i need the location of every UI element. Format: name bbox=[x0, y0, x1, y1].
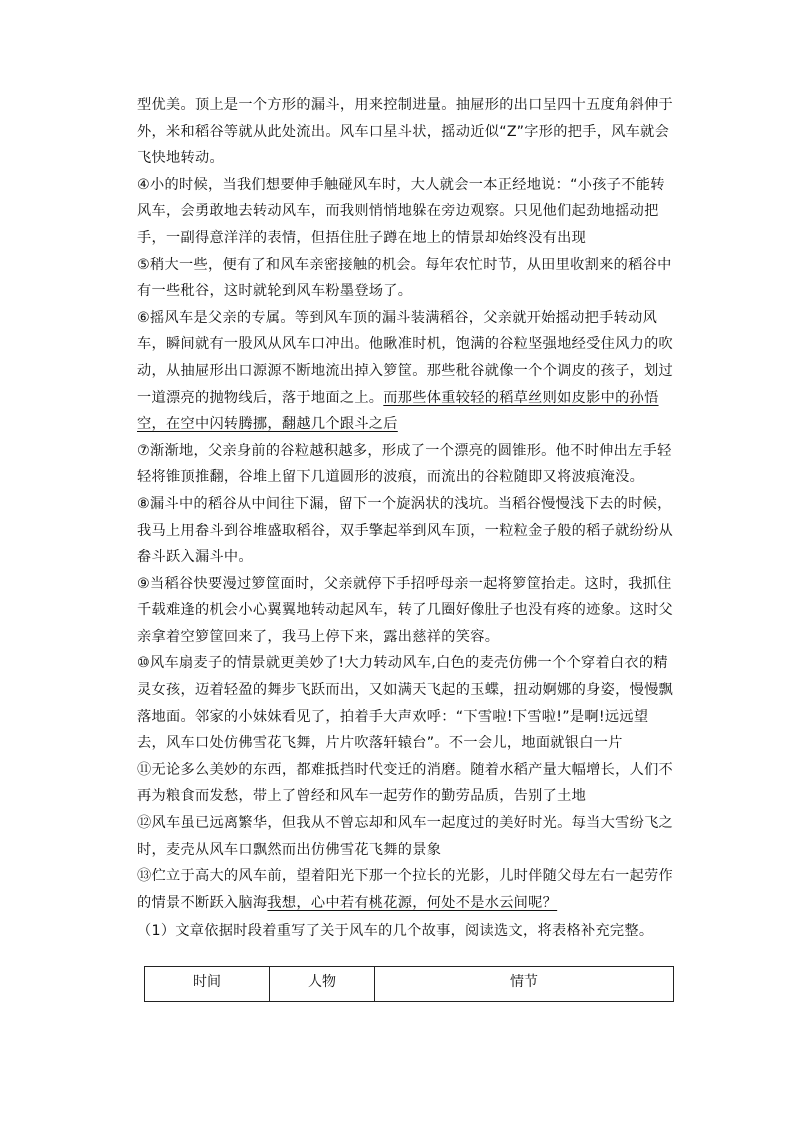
question-1: （1）文章依据时段着重写了关于风车的几个故事，阅读选文，将表格补充完整。 bbox=[137, 923, 654, 940]
paragraph-12 bbox=[137, 810, 677, 863]
paragraph-text: 型优美。顶上是一个方形的漏斗，用来控制进量。抽屉形的出口呈四十五度角斜伸于外，米和稻谷等就从此处流出。风车口星斗状，摇动近似“Z”字形的把手，风车就会飞快地转动。 bbox=[137, 97, 674, 167]
table-header-row bbox=[145, 967, 674, 1002]
paragraph-text: ⑬伫立于高大的风车前，望着阳光下那一个拉长的光影，儿时伴随父母左右一起劳作的情景不断跃入脑海 bbox=[137, 868, 674, 911]
paragraph-text: ⑤稍大一些，便有了和风车亲密接触的机会。每年农忙时节，从田里收割来的稻谷中有一些秕谷，这时就轮到风车粉墨登场了。 bbox=[137, 256, 672, 300]
paragraph-text: ⑫风车虽已远离繁华，但我从不曾忘却和风车一起度过的美好时光。每当大雪纷飞之时，麦壳从风车口飘然而出仿佛雪花飞舞的景象 bbox=[137, 815, 674, 858]
paragraph-8 bbox=[137, 491, 677, 571]
underlined-sentence: 我想，心中若有桃花源，何处不是水云间呢？ bbox=[267, 894, 558, 911]
article-body bbox=[137, 92, 677, 945]
paragraph-10 bbox=[137, 650, 677, 756]
paragraph-9 bbox=[137, 571, 677, 651]
paragraph-4 bbox=[137, 172, 677, 252]
paragraph-5 bbox=[137, 252, 677, 305]
paragraph-text: ⑨当稻谷快要漫过箩筐面时，父亲就停下手招呼母亲一起将箩筐抬走。这时，我抓住千载难逢的机会小心翼翼地转动起风车，转了几圈好像肚子也没有疼的迹象。这时父亲拿着空箩筐回来了，我马上停下来，露出慈祥的笑容。 bbox=[137, 575, 674, 645]
paragraph-text: ⑥摇风车是父亲的专属。等到风车顶的漏斗装满稻谷，父亲就开始摇动把手转动风车，瞬间就有一股风从风车口冲出。他瞅准时机，饱满的谷粒坚强地经受住风力的吹动，从抽屉形出口源源不断地流出掉入箩筐。那些秕谷就像一个个调皮的孩子，划过一道漂亮的抛物线后，落于地面之上。 bbox=[137, 309, 674, 406]
paragraph-text: ⑦渐渐地，父亲身前的谷粒越积越多，形成了一个漂亮的圆锥形。他不时伸出左手轻轻将锥顶推翻，谷堆上留下几道圆形的波痕，而流出的谷粒随即又将波痕淹没。 bbox=[137, 442, 672, 486]
paragraph-text: ⑩风车扇麦子的情景就更美妙了!大力转动风车,白色的麦壳仿佛一个个穿着白衣的精灵女孩，迈着轻盈的舞步飞跃而出，又如满天飞起的玉蝶，扭动婀娜的身姿，慢慢飘落地面。邻家的小妹妹看见了，拍着手大声欢呼：“下雪啦!下雪啦!”是啊!远远望去，风车口处仿佛雪花飞舞，片片吹落轩辕台”。不一会儿，地面就银白一片 bbox=[137, 655, 674, 752]
column-header-character: 人物 bbox=[270, 967, 375, 1002]
paragraph-13 bbox=[137, 863, 677, 916]
underlined-sentence: 而那些体重较轻的稻草丝则如皮影中的孙悟空，在空中闪转腾挪，翻越几个跟斗之后 bbox=[137, 389, 659, 433]
paragraph-text: ④小的时候，当我们想要伸手触碰风车时，大人就会一本正经地说：“小孩子不能转风车，会勇敢地去转动风车，而我则悄悄地躲在旁边观察。只见他们起劲地摇动把手，一副得意洋洋的表情，但捂住肚子蹲在地上的情景却始终没有出现 bbox=[137, 176, 665, 246]
paragraph-11 bbox=[137, 757, 677, 810]
answer-table bbox=[144, 966, 674, 1002]
column-header-time: 时间 bbox=[145, 967, 270, 1002]
paragraph-text: ⑧漏斗中的稻谷从中间往下漏，留下一个旋涡状的浅坑。当稻谷慢慢浅下去的时候，我马上用畚斗到谷堆盛取稻谷，双手擎起举到风车顶，一粒粒金子般的稻子就纷纷从畚斗跃入漏斗中。 bbox=[137, 495, 674, 566]
column-header-plot: 情节 bbox=[375, 967, 674, 1002]
paragraph-7 bbox=[137, 438, 677, 491]
paragraph-3-end bbox=[137, 92, 677, 172]
paragraph-6 bbox=[137, 305, 677, 438]
paragraph-text: ⑪无论多么美妙的东西，都难抵挡时代变迁的消磨。随着水稻产量大幅增长，人们不再为粮食而发愁，带上了曾经和风车一起劳作的勤劳品质，告别了土地 bbox=[137, 761, 674, 805]
